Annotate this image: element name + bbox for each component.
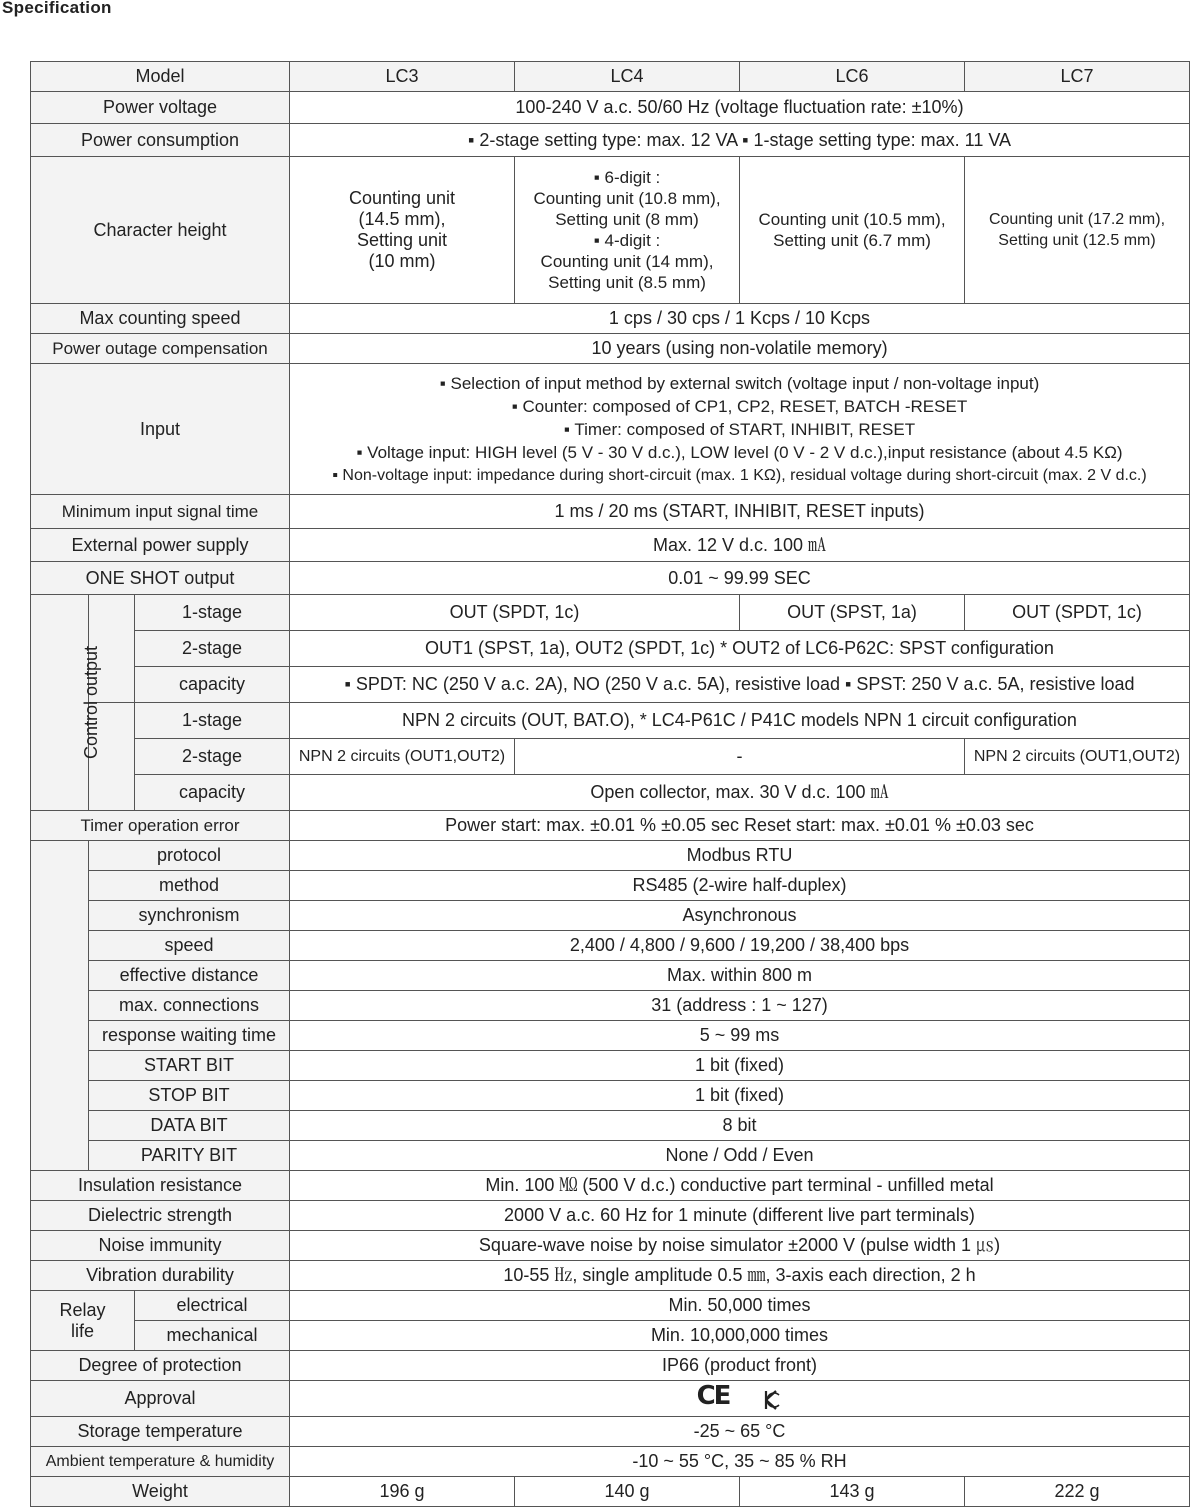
comm-row — [31, 961, 1190, 991]
comm-label: START BIT — [89, 1051, 290, 1081]
comm-label: synchronism — [89, 901, 290, 931]
min-input-signal-row — [31, 495, 1190, 529]
power-consumption-value: ▪ 2-stage setting type: max. 12 VA ▪ 1-stage setting type: max. 11 VA — [290, 124, 1190, 157]
comm-row — [31, 1111, 1190, 1141]
input-row — [31, 364, 1190, 495]
comm-label: method — [89, 871, 290, 901]
page-title: Specification — [2, 0, 112, 17]
relay-capacity-label: capacity — [135, 667, 290, 703]
control-relay-capacity-row — [31, 667, 1190, 703]
noise-label: Noise immunity — [31, 1231, 290, 1261]
comm-value: 5 ~ 99 ms — [290, 1021, 1190, 1051]
relay-2stage-value: OUT1 (SPST, 1a), OUT2 (SPDT, 1c) * OUT2 of LC6-P62C: SPST configuration — [290, 631, 1190, 667]
ssr-1stage-label: 1-stage — [135, 703, 290, 739]
min-input-signal-label: Minimum input signal time — [31, 495, 290, 529]
char-line: Setting unit (8 mm) — [555, 210, 699, 229]
char-line: Counting unit (14 mm), — [540, 252, 714, 271]
weight-label: Weight — [31, 1477, 290, 1507]
timer-error-row — [31, 811, 1190, 841]
power-consumption-label: Power consumption — [31, 124, 290, 157]
char-line: (10 mm) — [368, 251, 436, 271]
max-counting-speed-row — [31, 304, 1190, 334]
relay-life-line: Relay — [59, 1299, 106, 1320]
char-line: Counting unit — [348, 188, 456, 208]
protection-label: Degree of protection — [31, 1351, 290, 1381]
storage-temp-label: Storage temperature — [31, 1417, 290, 1447]
storage-temp-value: -25 ~ 65 °C — [290, 1417, 1190, 1447]
approval-value — [290, 1381, 1190, 1417]
comm-value: 31 (address : 1 ~ 127) — [290, 991, 1190, 1021]
comm-label: protocol — [89, 841, 290, 871]
model-lc3: LC3 — [290, 62, 515, 92]
input-value — [290, 364, 1190, 495]
vibration-label: Vibration durability — [31, 1261, 290, 1291]
vibration-value: 10-55 ㎐, single amplitude 0.5 ㎜, 3-axis each direction, 2 h — [290, 1261, 1190, 1291]
relay-life-line: life — [70, 1320, 94, 1341]
control-ssr-1stage-row — [31, 703, 1190, 739]
storage-temp-row — [31, 1417, 1190, 1447]
model-lc4: LC4 — [515, 62, 740, 92]
comm-label: effective distance — [89, 961, 290, 991]
comm-value: Max. within 800 m — [290, 961, 1190, 991]
comm-value: Asynchronous — [290, 901, 1190, 931]
model-lc6: LC6 — [740, 62, 965, 92]
ssr-2stage-lc3: NPN 2 circuits (OUT1,OUT2) — [290, 739, 515, 775]
timer-error-label: Timer operation error — [31, 811, 290, 841]
weight-lc7: 222 g — [965, 1477, 1190, 1507]
char-line: Counting unit (10.5 mm), — [758, 210, 946, 229]
input-line: ▪ Timer: composed of START, INHIBIT, RESET — [563, 419, 916, 439]
ambient-value: -10 ~ 55 °C, 35 ~ 85 % RH — [290, 1447, 1190, 1477]
power-outage-row — [31, 334, 1190, 364]
power-voltage-value: 100-240 V a.c. 50/60 Hz (voltage fluctuation rate: ±10%) — [290, 92, 1190, 124]
input-line: ▪ Non-voltage input: impedance during short-circuit (max. 1 KΩ), residual voltage during short-circuit (max. 2 V d.c.) — [332, 466, 1147, 484]
power-consumption-row — [31, 124, 1190, 157]
protection-row — [31, 1351, 1190, 1381]
comm-row — [31, 1021, 1190, 1051]
char-line: Setting unit (8.5 mm) — [548, 273, 706, 292]
ce-mark-icon: CE — [696, 1381, 730, 1412]
character-height-lc7 — [965, 157, 1190, 304]
comm-row — [31, 1051, 1190, 1081]
control-output-text: Control output — [81, 645, 102, 760]
relay-1stage-lc6: OUT (SPST, 1a) — [740, 595, 965, 631]
comm-label: speed — [89, 931, 290, 961]
model-row — [31, 62, 1190, 92]
comm-row — [31, 871, 1190, 901]
ssr-2stage-lc46: - — [515, 739, 965, 775]
power-outage-label: Power outage compensation — [31, 334, 290, 364]
external-power-row — [31, 529, 1190, 562]
ambient-label: Ambient temperature & humidity — [31, 1447, 290, 1477]
comm-value: 8 bit — [290, 1111, 1190, 1141]
ssr-2stage-lc7: NPN 2 circuits (OUT1,OUT2) — [965, 739, 1190, 775]
control-relay-1stage-row — [31, 595, 1190, 631]
comm-row — [31, 931, 1190, 961]
char-line: ▪ 6-digit : — [593, 168, 661, 187]
character-height-lc6 — [740, 157, 965, 304]
comm-row — [31, 991, 1190, 1021]
protection-value: IP66 (product front) — [290, 1351, 1190, 1381]
weight-lc4: 140 g — [515, 1477, 740, 1507]
comm-row — [31, 1141, 1190, 1171]
power-voltage-row — [31, 92, 1190, 124]
mechanical-value: Min. 10,000,000 times — [290, 1321, 1190, 1351]
input-line: ▪ Counter: composed of CP1, CP2, RESET, BATCH -RESET — [511, 396, 968, 416]
comm-value: 1 bit (fixed) — [290, 1051, 1190, 1081]
model-label: Model — [31, 62, 290, 92]
insulation-value: Min. 100 ㏁ (500 V d.c.) conductive part terminal - unfilled metal — [290, 1171, 1190, 1201]
insulation-row — [31, 1171, 1190, 1201]
power-outage-value: 10 years (using non-volatile memory) — [290, 334, 1190, 364]
control-relay-2stage-row — [31, 631, 1190, 667]
char-line: Setting unit (6.7 mm) — [773, 231, 931, 250]
char-line: ▪ 4-digit : — [593, 231, 661, 250]
ssr-capacity-value: Open collector, max. 30 V d.c. 100 ㎃ — [290, 775, 1190, 811]
one-shot-label: ONE SHOT output — [31, 562, 290, 595]
comm-label: STOP BIT — [89, 1081, 290, 1111]
char-line: Counting unit (17.2 mm), — [988, 211, 1166, 228]
input-line: ▪ Voltage input: HIGH level (5 V - 30 V d.c.), LOW level (0 V - 2 V d.c.),input resistance (about 4.5 KΩ) — [356, 442, 1123, 462]
comm-label: PARITY BIT — [89, 1141, 290, 1171]
approval-row — [31, 1381, 1190, 1417]
control-ssr-2stage-row — [31, 739, 1190, 775]
timer-error-value: Power start: max. ±0.01 % ±0.05 sec Reset start: max. ±0.01 % ±0.03 sec — [290, 811, 1190, 841]
relay-life-electrical-row — [31, 1291, 1190, 1321]
input-line: ▪ Selection of input method by external switch (voltage input / non-voltage input) — [439, 373, 1040, 393]
one-shot-value: 0.01 ~ 99.99 SEC — [290, 562, 1190, 595]
max-counting-speed-value: 1 cps / 30 cps / 1 Kcps / 10 Kcps — [290, 304, 1190, 334]
ssr-1stage-value: NPN 2 circuits (OUT, BAT.O), * LC4-P61C / P41C models NPN 1 circuit configuration — [290, 703, 1190, 739]
relay-1stage-lc34: OUT (SPDT, 1c) — [290, 595, 740, 631]
char-line: Counting unit (10.8 mm), — [533, 189, 721, 208]
relay-life-label — [31, 1291, 135, 1351]
model-lc7: LC7 — [965, 62, 1190, 92]
input-label: Input — [31, 364, 290, 495]
comm-value: Modbus RTU — [290, 841, 1190, 871]
comm-row — [31, 1081, 1190, 1111]
external-power-value: Max. 12 V d.c. 100 ㎃ — [290, 529, 1190, 562]
char-line: (14.5 mm), — [358, 209, 446, 229]
ssr-capacity-label: capacity — [135, 775, 290, 811]
character-height-lc3 — [290, 157, 515, 304]
comm-row — [31, 901, 1190, 931]
comm-label: response waiting time — [89, 1021, 290, 1051]
comm-value: RS485 (2-wire half-duplex) — [290, 871, 1190, 901]
weight-lc3: 196 g — [290, 1477, 515, 1507]
relay-1stage-lc7: OUT (SPDT, 1c) — [965, 595, 1190, 631]
ssr-2stage-label: 2-stage — [135, 739, 290, 775]
relay-life-mechanical-row — [31, 1321, 1190, 1351]
comm-value: None / Odd / Even — [290, 1141, 1190, 1171]
character-height-label: Character height — [31, 157, 290, 304]
dielectric-row — [31, 1201, 1190, 1231]
relay-1stage-label: 1-stage — [135, 595, 290, 631]
communication-group-cell — [31, 841, 89, 1171]
weight-row — [31, 1477, 1190, 1507]
ambient-row — [31, 1447, 1190, 1477]
one-shot-row — [31, 562, 1190, 595]
kc-mark-icon — [762, 1389, 782, 1411]
control-ssr-capacity-row — [31, 775, 1190, 811]
mechanical-label: mechanical — [135, 1321, 290, 1351]
electrical-value: Min. 50,000 times — [290, 1291, 1190, 1321]
relay-capacity-value: ▪ SPDT: NC (250 V a.c. 2A), NO (250 V a.c. 5A), resistive load ▪ SPST: 250 V a.c. 5A, resistive load — [290, 667, 1190, 703]
max-counting-speed-label: Max counting speed — [31, 304, 290, 334]
comm-label: DATA BIT — [89, 1111, 290, 1141]
character-height-lc4 — [515, 157, 740, 304]
dielectric-value: 2000 V a.c. 60 Hz for 1 minute (different live part terminals) — [290, 1201, 1190, 1231]
approval-label: Approval — [31, 1381, 290, 1417]
comm-label: max. connections — [89, 991, 290, 1021]
specification-table — [30, 61, 1190, 1507]
noise-value: Square-wave noise by noise simulator ±2000 V (pulse width 1 ㎲) — [290, 1231, 1190, 1261]
external-power-label: External power supply — [31, 529, 290, 562]
relay-2stage-label: 2-stage — [135, 631, 290, 667]
dielectric-label: Dielectric strength — [31, 1201, 290, 1231]
comm-value: 1 bit (fixed) — [290, 1081, 1190, 1111]
char-line: Setting unit (12.5 mm) — [998, 232, 1156, 249]
vibration-row — [31, 1261, 1190, 1291]
electrical-label: electrical — [135, 1291, 290, 1321]
char-line: Setting unit — [356, 230, 448, 250]
power-voltage-label: Power voltage — [31, 92, 290, 124]
comm-value: 2,400 / 4,800 / 9,600 / 19,200 / 38,400 bps — [290, 931, 1190, 961]
control-output-label — [31, 595, 102, 811]
weight-lc6: 143 g — [740, 1477, 965, 1507]
comm-row — [31, 841, 1190, 871]
min-input-signal-value: 1 ms / 20 ms (START, INHIBIT, RESET inputs) — [290, 495, 1190, 529]
character-height-row — [31, 157, 1190, 304]
noise-row — [31, 1231, 1190, 1261]
insulation-label: Insulation resistance — [31, 1171, 290, 1201]
